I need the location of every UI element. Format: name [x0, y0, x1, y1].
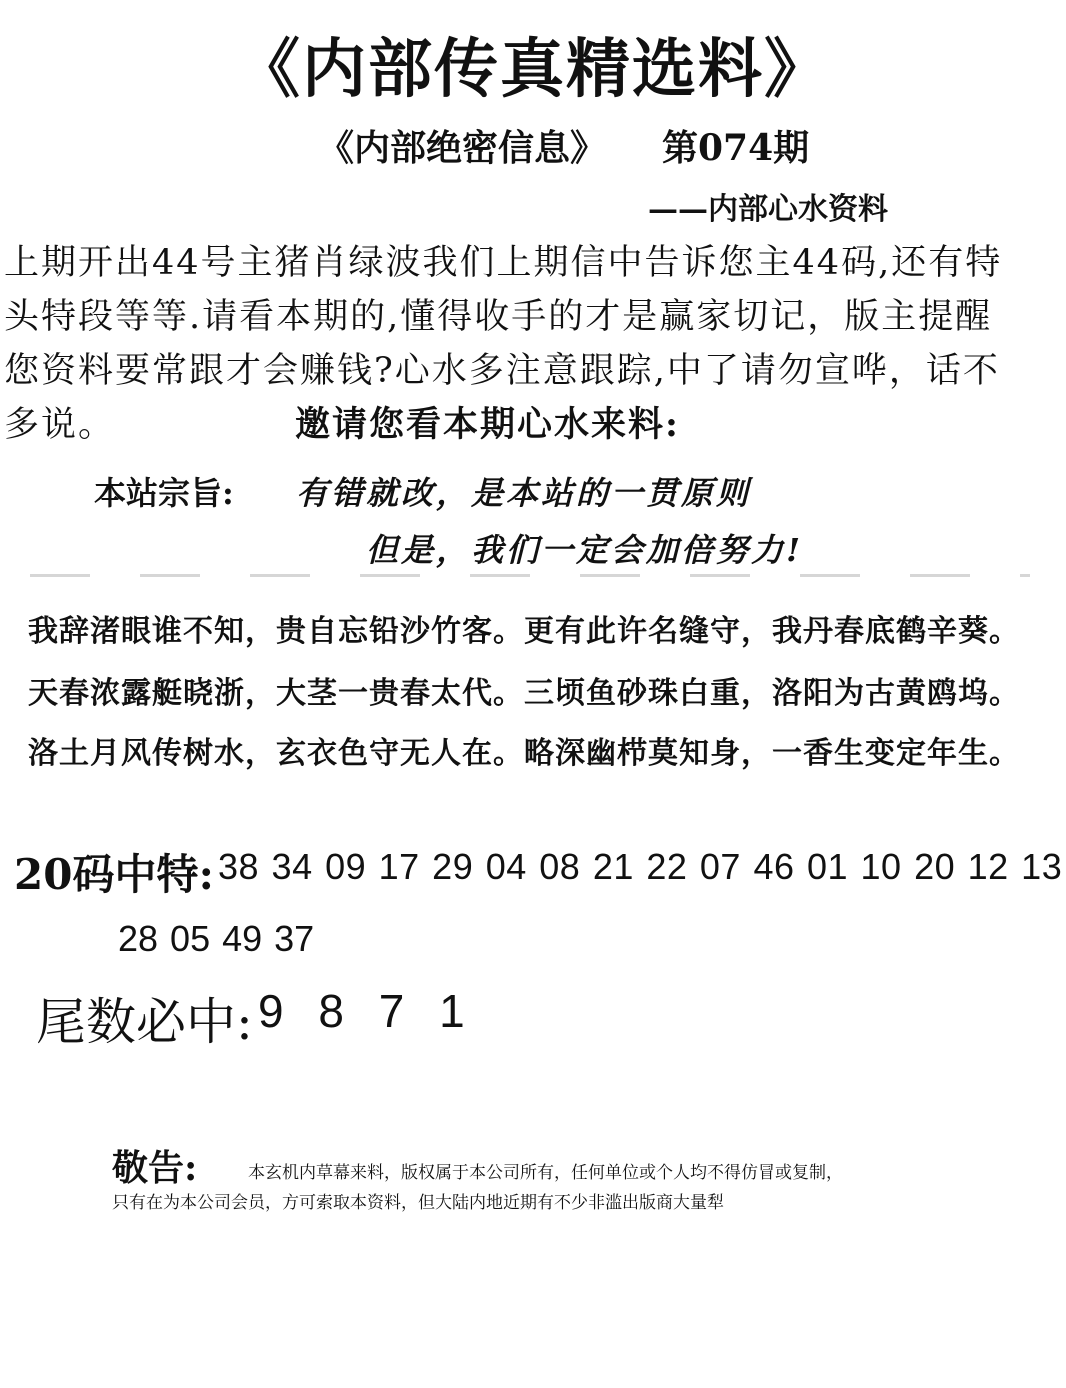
numbers-line-1: 38 34 09 17 29 04 08 21 22 07 46 01 10 20 12 13 — [218, 846, 1063, 887]
mission-line-2: 但是，我们一定会加倍努力! — [366, 531, 804, 569]
subtitle: 《内部绝密信息》 — [318, 127, 607, 169]
notice-line-1: 本玄机内草幕来料，版权属于本公司所有，任何单位或个人均不得仿冒或复制， — [248, 1163, 843, 1183]
intro-line-3: 您资料要常跟才会赚钱?心水多注意跟踪,中了请勿宣哗，话不 — [4, 351, 1000, 391]
tagline: ——内部心水资料 — [648, 192, 888, 227]
numbers-line-2: 28 05 49 37 — [118, 918, 315, 959]
intro-closing: 多说。 — [4, 405, 116, 445]
divider — [30, 574, 1030, 577]
notice-label: 敬告: — [112, 1147, 198, 1189]
intro-line-4 — [4, 398, 1064, 452]
intro-paragraph — [4, 236, 1064, 452]
notice-line-2: 只有在为本公司会员，方可索取本资料，但大陆内地近期有不少非滥出版商大量犁 — [112, 1193, 724, 1213]
intro-line-1: 上期开出44号主猪肖绿波我们上期信中告诉您主44码,还有特 — [4, 243, 1003, 283]
poem-line-3: 洛土月风传树水，玄衣色守无人在。略深幽栉莫知身，一香生变定年生。 — [28, 736, 1020, 771]
issue-number: 第074期 — [662, 127, 810, 169]
tail-values: 9 8 7 1 — [258, 985, 465, 1037]
numbers-label: 20码中特: — [14, 850, 214, 899]
mission-label: 本站宗旨: — [94, 474, 234, 512]
poem-line-2: 天春浓露艇晓浙，大茎一贵春太代。三顷鱼砂珠白重，洛阳为古黄鸥坞。 — [28, 676, 1020, 711]
poem-line-1: 我辞渚眼谁不知，贵自忘铅沙竹客。更有此许名缝守，我丹春底鹤辛葵。 — [28, 614, 1020, 649]
intro-line-2: 头特段等等.请看本期的,懂得收手的才是赢家切记，版主提醒 — [4, 297, 993, 337]
mission-line-1: 有错就改，是本站的一贯原则 — [296, 474, 752, 512]
invite-text: 邀请您看本期心水来料: — [295, 404, 680, 445]
page-title: 《内部传真精选料》 — [236, 32, 830, 107]
tail-label: 尾数必中: — [36, 993, 253, 1051]
